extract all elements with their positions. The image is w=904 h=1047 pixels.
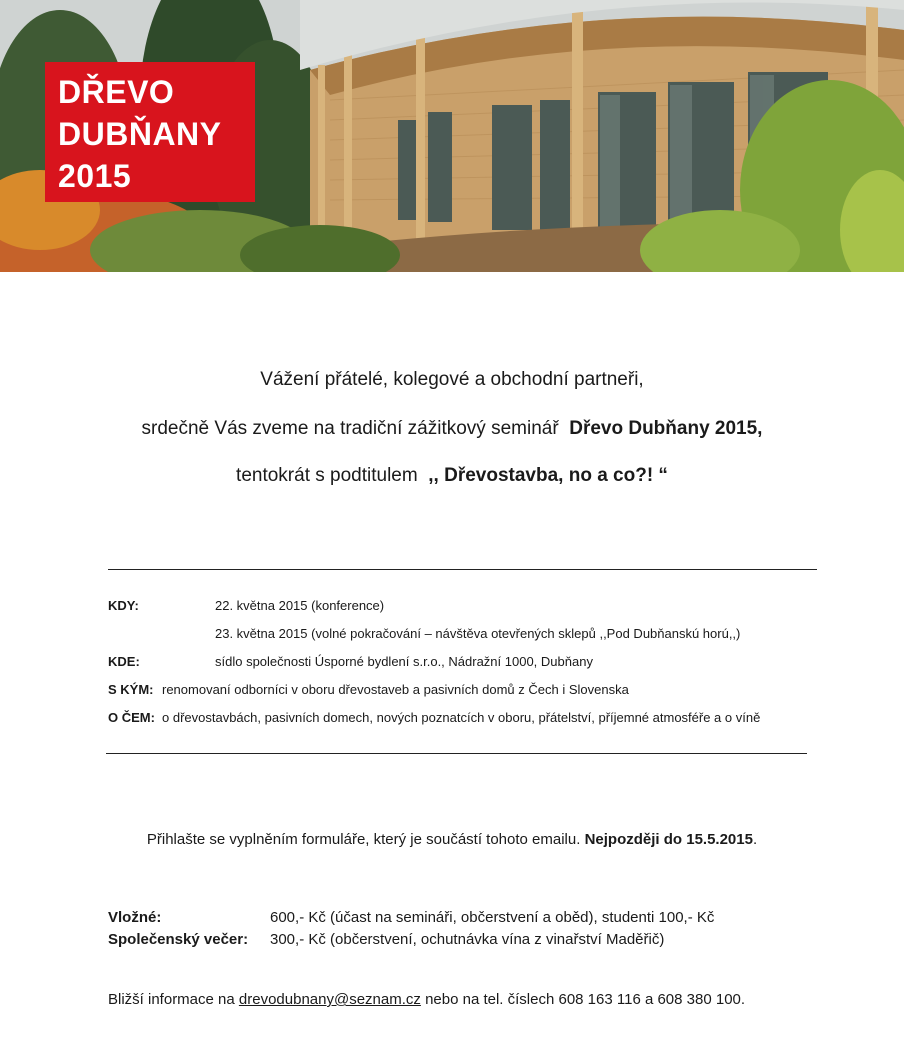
registration-line xyxy=(0,830,904,850)
greeting-line3-text: tentokrát s podtitulem xyxy=(236,465,418,486)
seminar-name: Dřevo Dubňany 2015, xyxy=(569,418,763,439)
header-banner xyxy=(0,0,904,272)
greeting-line2-text: srdečně Vás zveme na tradiční zážitkový seminář xyxy=(141,418,559,439)
divider-top xyxy=(108,569,817,570)
fee-label-vecer: Společenský večer: xyxy=(108,931,249,948)
kde-label: KDE: xyxy=(108,654,140,669)
ocem-label: O ČEM: xyxy=(108,710,155,725)
kdy-label: KDY: xyxy=(108,598,139,613)
contact-email-link[interactable]: drevodubnany@seznam.cz xyxy=(238,991,421,1008)
logo-text-line1: DŘEVO xyxy=(58,74,175,110)
ocem-value: o dřevostavbách, pasivních domech, nových poznatcích v oboru, přátelství, příjemné atmosféře a o víně xyxy=(162,710,761,725)
seminar-subtitle: ,, Dřevostavba, no a co?! “ xyxy=(428,465,668,486)
greeting-line3 xyxy=(0,464,904,488)
contact-line xyxy=(108,990,745,1010)
logo-text-line2: DUBŇANY xyxy=(58,116,222,152)
skym-label: S KÝM: xyxy=(108,682,154,697)
fee-value-vecer: 300,- Kč (občerstvení, ochutnávka vína z vinařství Maděřič) xyxy=(270,931,665,948)
logo-text-line3: 2015 xyxy=(58,158,132,194)
contact-suffix: nebo na tel. číslech 608 163 116 a 608 380 100. xyxy=(425,991,746,1008)
divider-bottom xyxy=(106,753,807,754)
contact-prefix: Bližší informace na xyxy=(108,991,235,1008)
kdy-value-1: 22. května 2015 (konference) xyxy=(215,598,385,613)
fee-label-vlozne: Vložné: xyxy=(108,909,162,926)
kdy-value-2: 23. května 2015 (volné pokračování – návštěva otevřených sklepů ,,Pod Dubňanskú horú,,) xyxy=(215,626,741,641)
greeting-line1: Vážení přátelé, kolegové a obchodní partneři, xyxy=(260,369,644,390)
registration-text: Přihlašte se vyplněním formuláře, který je součástí tohoto emailu. xyxy=(146,831,581,848)
registration-deadline: Nejpozději do 15.5.2015 xyxy=(584,831,753,848)
fee-value-vlozne: 600,- Kč (účast na semináři, občerstvení a oběd), studenti 100,- Kč xyxy=(270,909,715,926)
greeting-line2 xyxy=(0,417,904,441)
kde-value: sídlo společnosti Úsporné bydlení s.r.o., Nádražní 1000, Dubňany xyxy=(215,654,593,669)
registration-period: . xyxy=(752,831,758,848)
skym-value: renomovaní odborníci v oboru dřevostaveb a pasivních domů z Čech i Slovenska xyxy=(162,682,629,697)
